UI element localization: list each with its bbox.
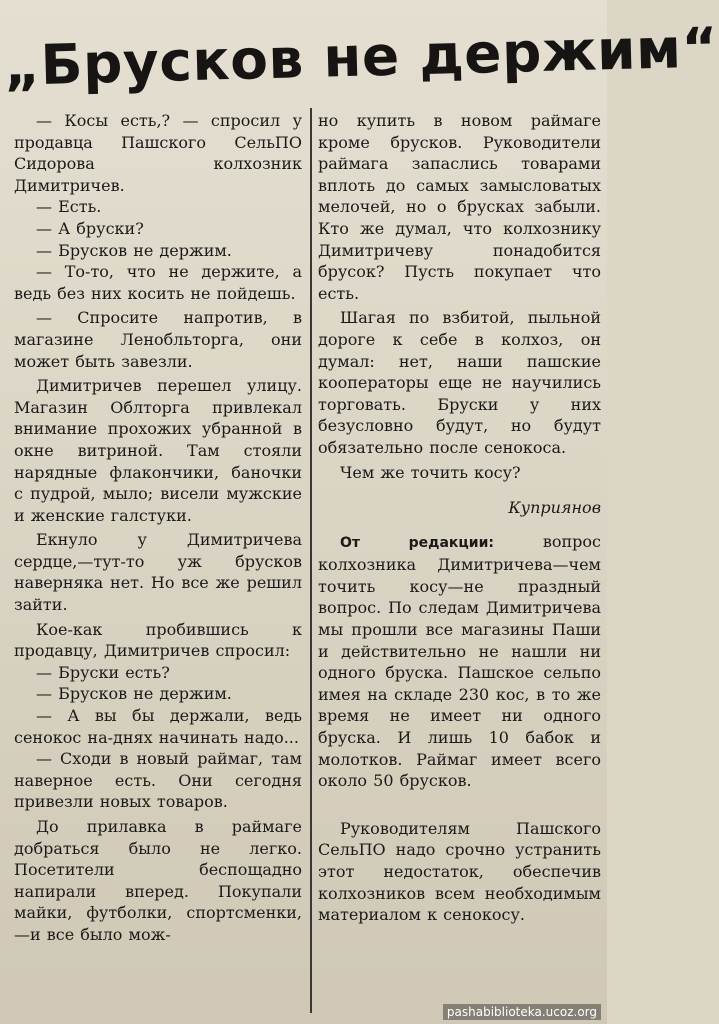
- paragraph: — Брусков не держим.: [36, 240, 232, 260]
- editorial-text: вопрос колхозника Димитричева—чем точить косу—не праздный вопрос. По следам Димитричева мы прошли все магазины Паши и действительно не нашли ни одного бруска. Пашское сельпо имея на складе 230 кос, в то же время не имеет ни одного бруска. И лишь 10 бабок и молотков. Раймаг имеет всего около 50 брусков.: [318, 531, 601, 791]
- paragraph: До прилавка в раймаге добраться было не легко. Посетители беспощадно напирали вперед. Покупали майки, футболки, спортсменки,—и все было мож-: [14, 817, 302, 944]
- editorial-closing: Руководителям Пашского СельПО надо срочно устранить этот недостаток, обеспечив колхозников всем необходимым материалом к сенокосу.: [318, 818, 601, 925]
- paragraph: Чем же точить косу?: [340, 462, 521, 482]
- left-column: [14, 110, 302, 946]
- column-divider: [310, 108, 312, 1013]
- paragraph: — А вы бы держали, ведь сенокос на-днях начинать надо...: [14, 706, 302, 747]
- author-signature: Куприянов: [508, 498, 601, 518]
- paragraph: — Бруски есть?: [36, 662, 170, 682]
- article-headline: „Брусков не держим“: [3, 15, 719, 98]
- site-watermark: pashabiblioteka.ucoz.org: [443, 1004, 601, 1020]
- paragraph: — Брусков не держим.: [36, 684, 232, 704]
- right-column: [318, 110, 601, 926]
- paragraph: — Сходи в новый раймаг, там наверное есть. Они сегодня привезли новых товаров.: [14, 749, 302, 812]
- paragraph: — Спросите напротив, в магазине Ленобльторга, они может быть завезли.: [14, 308, 302, 371]
- paragraph: — Есть.: [36, 197, 102, 217]
- paragraph: — То-то, что не держите, а ведь без них косить не пойдешь.: [14, 262, 302, 303]
- paragraph: — Косы есть,? — спросил у продавца Пашского СельПО Сидорова колхозник Димитричев.: [14, 111, 302, 195]
- paragraph: Димитричев перешел улицу. Магазин Облторга привлекал внимание прохожих убранной в окне витриной. Там стояли нарядные флакончики, баночки с пудрой, мыло; висели мужские и женские галстуки.: [14, 376, 302, 525]
- paragraph: Кое-как пробившись к продавцу, Димитричев спросил:: [14, 619, 302, 661]
- paragraph: но купить в новом раймаге кроме брусков. Руководители раймага запаслись товарами вплоть до самых замысловатых мелочей, но о брусках забыли. Кто же думал, что колхознику Димитричеву понадобится брусок? Пусть покупает что есть.: [318, 111, 601, 303]
- editorial-note: [318, 531, 601, 792]
- paragraph: — А бруски?: [36, 218, 144, 238]
- paragraph: Шагая по взбитой, пыльной дороге к себе в колхоз, он думал: нет, наши пашские кооператоры еще не научились торговать. Бруски у них безусловно будут, но будут обязательно после сенокоса.: [318, 308, 601, 457]
- paragraph: Екнуло у Димитричева сердце,—тут-то уж брусков наверняка нет. Но все же решил зайти.: [14, 530, 302, 615]
- editorial-label: От редакции:: [340, 534, 495, 551]
